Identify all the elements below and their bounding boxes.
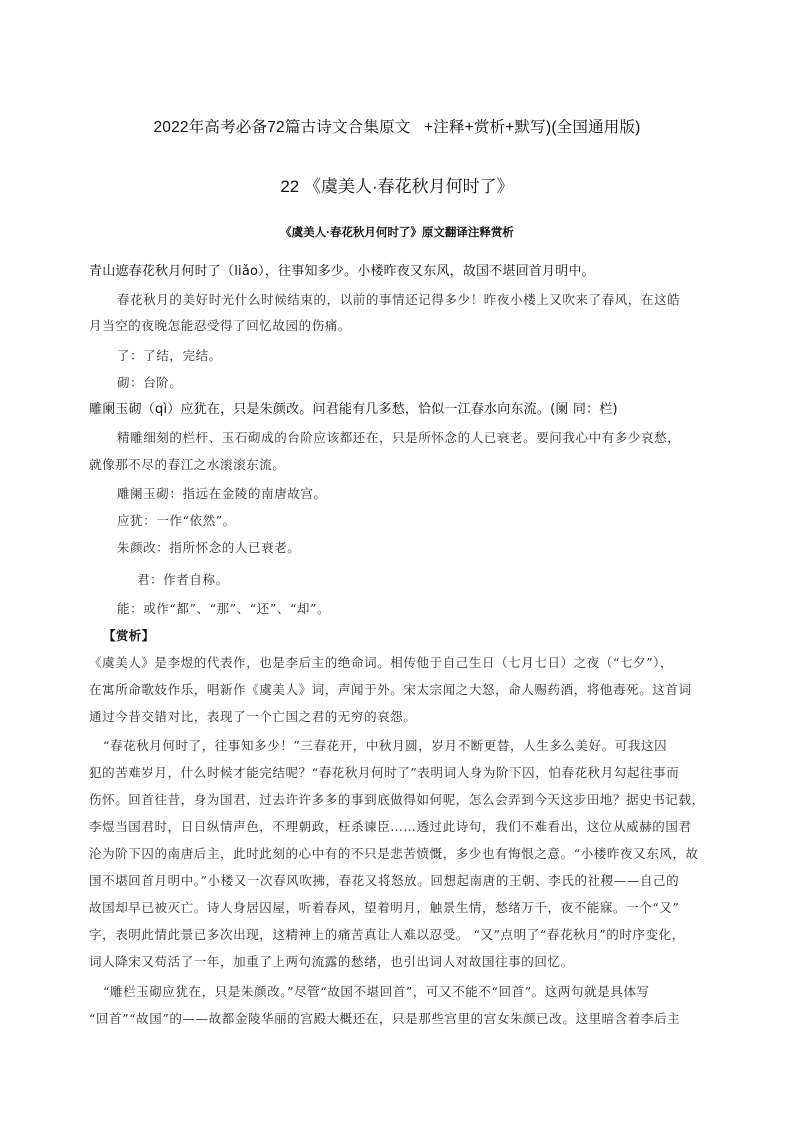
paragraph-line: 《虞美人》是李煜的代表作，也是李后主的绝命词。相传他于自己生日（七月七日）之夜（“七夕”）， xyxy=(89,655,674,670)
note-item: 君：作者自称。 xyxy=(137,572,229,587)
appreciation-heading: 【赏析】 xyxy=(103,628,155,643)
paragraph-line: 在寓所命歌妓作乐，唱新作《虞美人》词，声闻于外。宋太宗闻之大怒，命人赐药酒，将他毒死。这首词 xyxy=(89,682,692,697)
translation-2-line: 精雕细刻的栏杆、玉石砌成的台阶应该都还在，只是所怀念的人已衰老。要问我心中有多少哀愁， xyxy=(117,430,681,445)
note-item: 了：了结，完结。 xyxy=(117,348,222,363)
note-item: 朱颜改：指所怀念的人已衰老。 xyxy=(117,540,301,555)
document-title: 2022年高考必备72篇古诗文合集原文 +注释+赏析+默写)(全国通用版) xyxy=(153,119,641,136)
paragraph-line: 伤怀。回首往昔，身为国君，过去许许多多的事到底做得如何呢，怎么会弄到今天这步田地？据史书记载， xyxy=(89,792,705,807)
paragraph-line: 通过今昔交错对比，表现了一个亡国之君的无穷的哀怨。 xyxy=(89,709,417,724)
original-text-2: 雕阑玉砌（qì）应犹在，只是朱颜改。问君能有几多愁，恰似一江春水向东流。(阑 同：栏) xyxy=(89,402,618,417)
note-item: 雕阑玉砌：指远在金陵的南唐故宫。 xyxy=(117,486,327,501)
paragraph-line: “回首”“故国”的——故都金陵华丽的宫殿大概还在，只是那些宫里的宫女朱颜已改。这里暗含着李后主 xyxy=(89,1011,681,1026)
paragraph-line: “春花秋月何时了，往事知多少！”三春花开，中秋月圆，岁月不断更替，人生多么美好。可我这囚 xyxy=(103,738,668,753)
paragraph-line: 沦为阶下囚的南唐后主，此时此刻的心中有的不只是悲苦愤慨，多少也有悔恨之意。“小楼昨夜又东风，故 xyxy=(89,846,699,861)
translation-1-line: 春花秋月的美好时光什么时候结束的，以前的事情还记得多少！昨夜小楼上又吹来了春风，在这皓 xyxy=(117,292,681,307)
translation-2-line: 就像那不尽的春江之水滚滚东流。 xyxy=(89,457,286,472)
paragraph-line: 李煜当国君时，日日纵情声色，不理朝政，枉杀谏臣……透过此诗句，我们不难看出，这位从威赫的国君 xyxy=(89,819,692,834)
note-item: 应犹：一作“依然”。 xyxy=(117,513,236,528)
paragraph-line: 故国却早已被灭亡。诗人身居囚屋，听着春风，望着明月，触景生情，愁绪万千，夜不能寐。一个“又” xyxy=(89,900,680,915)
translation-1-line: 月当空的夜晚怎能忍受得了回忆故园的伤痛。 xyxy=(89,318,352,333)
paragraph-line: “雕栏玉砌应犹在，只是朱颜改。”尽管“故国不堪回首”，可又不能不“回首”。这两句就是具体写 xyxy=(103,984,650,999)
paragraph-line: 犯的苦难岁月，什么时候才能完结呢？“春花秋月何时了”表明词人身为阶下囚，怕春花秋月勾起往事而 xyxy=(89,765,680,780)
paragraph-line: 字，表明此情此景已多次出现，这精神上的痛苦真让人难以忍受。 “又”点明了“春花秋月”的时序变化， xyxy=(89,927,685,942)
section-title: 《虞美人·春花秋月何时了》原文翻译注释赏析 xyxy=(280,227,514,239)
note-item: 能：或作“都”、“那”、“还”、“却”。 xyxy=(117,601,331,616)
original-text-1: 青山遮春花秋月何时了（liǎo），往事知多少。小楼昨夜又东风，故国不堪回首月明中。 xyxy=(89,264,595,279)
note-item: 砌：台阶。 xyxy=(117,375,183,390)
poem-title: 22 《虞美人·春花秋月何时了》 xyxy=(280,177,514,196)
paragraph-line: 国不堪回首月明中。”小楼又一次春风吹拂，春花又将怒放。回想起南唐的王朝、李氏的社稷——自己的 xyxy=(89,873,680,888)
paragraph-line: 词人降宋又苟活了一年，加重了上两句流露的愁绪，也引出词人对故国往事的回忆。 xyxy=(89,954,574,969)
